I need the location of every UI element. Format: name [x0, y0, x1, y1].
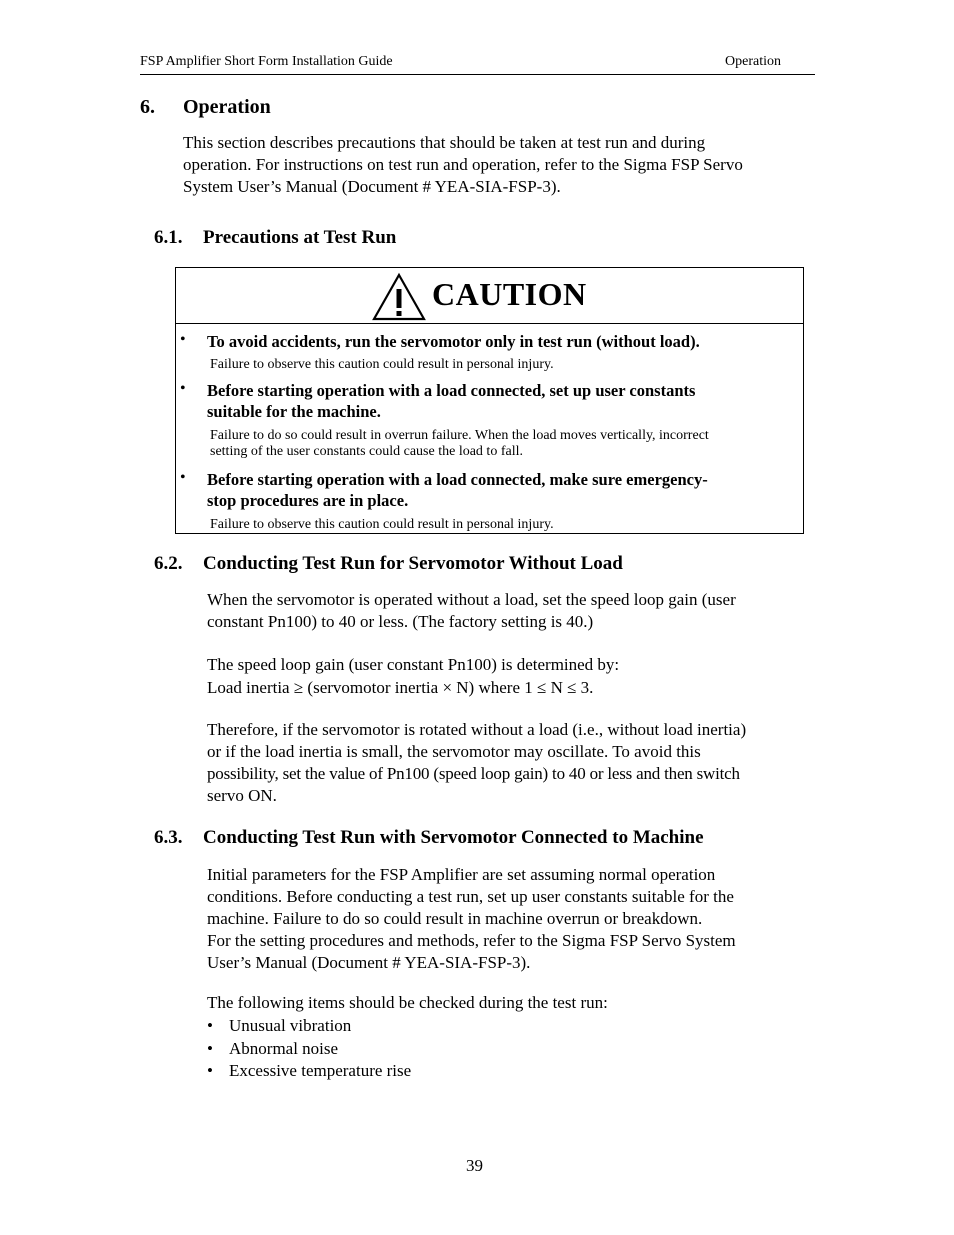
caution-item-text: [207, 380, 797, 422]
text-line: Initial parameters for the FSP Amplifier are set assuming normal operation: [207, 865, 716, 884]
section-6-3-title: Conducting Test Run with Servomotor Connected to Machine: [203, 827, 704, 848]
bullet-marker: •: [207, 1016, 213, 1035]
text-line: stop procedures are in place.: [207, 491, 409, 510]
caution-header: [176, 268, 803, 324]
caution-item-note: [210, 357, 790, 373]
text-line: Failure to observe this caution could result in personal injury.: [210, 517, 554, 532]
section-6-2-number: 6.2.: [154, 553, 183, 574]
text-line: The following items should be checked during the test run:: [207, 993, 608, 1012]
text-line: For the setting procedures and methods, refer to the Sigma FSP Servo System: [207, 931, 736, 950]
text-line: constant Pn100) to 40 or less. (The factory setting is 40.): [207, 612, 594, 631]
text-line: conditions. Before conducting a test run, set up user constants suitable for the: [207, 887, 734, 906]
text-line: setting of the user constants could cause the load to fall.: [210, 444, 523, 459]
text-line: When the servomotor is operated without a load, set the speed loop gain (user: [207, 590, 736, 609]
caution-item-text: [207, 331, 797, 352]
text-line: Load inertia ≥ (servomotor inertia × N) where 1 ≤ N ≤ 3.: [207, 678, 594, 697]
list-item: [207, 1015, 411, 1038]
bullet-marker: •: [180, 331, 186, 348]
text-line: or if the load inertia is small, the servomotor may oscillate. To avoid this: [207, 742, 701, 761]
caution-item-text: [207, 469, 797, 511]
text-line: System User’s Manual (Document # YEA-SIA-FSP-3).: [183, 177, 561, 196]
section-6-heading: [140, 96, 440, 122]
section-6-2-title: Conducting Test Run for Servomotor Without Load: [203, 553, 623, 574]
bullet-marker: •: [207, 1038, 213, 1058]
caution-item-note: [210, 517, 790, 533]
text-line: possibility, set the value of Pn100 (speed loop gain) to 40 or less and then switch: [207, 764, 740, 783]
section-6-1-title: Precautions at Test Run: [203, 227, 397, 248]
section-6-2-paragraph-2: [207, 653, 827, 699]
caution-item-note: [210, 428, 790, 460]
section-6-number: 6.: [140, 96, 155, 118]
caution-box: [175, 267, 804, 534]
text-line: operation. For instructions on test run and operation, refer to the Sigma FSP Servo: [183, 155, 743, 174]
section-6-title: Operation: [183, 96, 271, 118]
list-item-text: Unusual vibration: [229, 1016, 352, 1035]
section-6-3-number: 6.3.: [154, 827, 183, 848]
bullet-marker: •: [207, 1061, 213, 1080]
text-line: Failure to do so could result in overrun failure. When the load moves vertically, incorrect: [210, 428, 709, 443]
text-line: The speed loop gain (user constant Pn100) is determined by:: [207, 655, 620, 674]
check-items-list: [207, 1015, 411, 1083]
header-doc-title: FSP Amplifier Short Form Installation Guide: [140, 54, 393, 69]
text-line: machine. Failure to do so could result in machine overrun or breakdown.: [207, 909, 703, 928]
section-6-2-paragraph-1: [207, 589, 827, 633]
text-line: Failure to observe this caution could result in personal injury.: [210, 357, 554, 372]
section-6-3-paragraph-2: [207, 992, 827, 1014]
caution-title: CAUTION: [432, 276, 587, 312]
bullet-marker: •: [180, 469, 186, 486]
section-6-1-heading: [154, 227, 654, 253]
section-6-1-number: 6.1.: [154, 227, 183, 248]
header-section-name: Operation: [725, 54, 781, 69]
text-line: Therefore, if the servomotor is rotated without a load (i.e., without load inertia): [207, 720, 747, 739]
section-6-intro: [183, 132, 823, 198]
text-line: User’s Manual (Document # YEA-SIA-FSP-3).: [207, 953, 531, 972]
section-6-2-paragraph-3: [207, 719, 837, 807]
list-item: [207, 1038, 411, 1061]
list-item-text: Excessive temperature rise: [229, 1061, 412, 1080]
list-item-text: Abnormal noise: [229, 1038, 339, 1058]
section-6-3-heading: [154, 827, 834, 853]
text-line: This section describes precautions that should be taken at test run and during: [183, 133, 706, 152]
text-line: suitable for the machine.: [207, 402, 381, 421]
list-item: [207, 1060, 411, 1083]
page-number: 39: [466, 1156, 483, 1175]
bullet-marker: •: [180, 380, 186, 397]
section-6-3-paragraph-1: [207, 864, 827, 974]
text-line: servo ON.: [207, 786, 277, 805]
running-header: [140, 54, 815, 75]
text-line: Before starting operation with a load connected, make sure emergency-: [207, 470, 708, 489]
text-line: Before starting operation with a load connected, set up user constants: [207, 381, 696, 400]
section-6-2-heading: [154, 553, 794, 579]
warning-triangle-icon: [371, 272, 427, 322]
text-line: To avoid accidents, run the servomotor only in test run (without load).: [207, 332, 700, 351]
